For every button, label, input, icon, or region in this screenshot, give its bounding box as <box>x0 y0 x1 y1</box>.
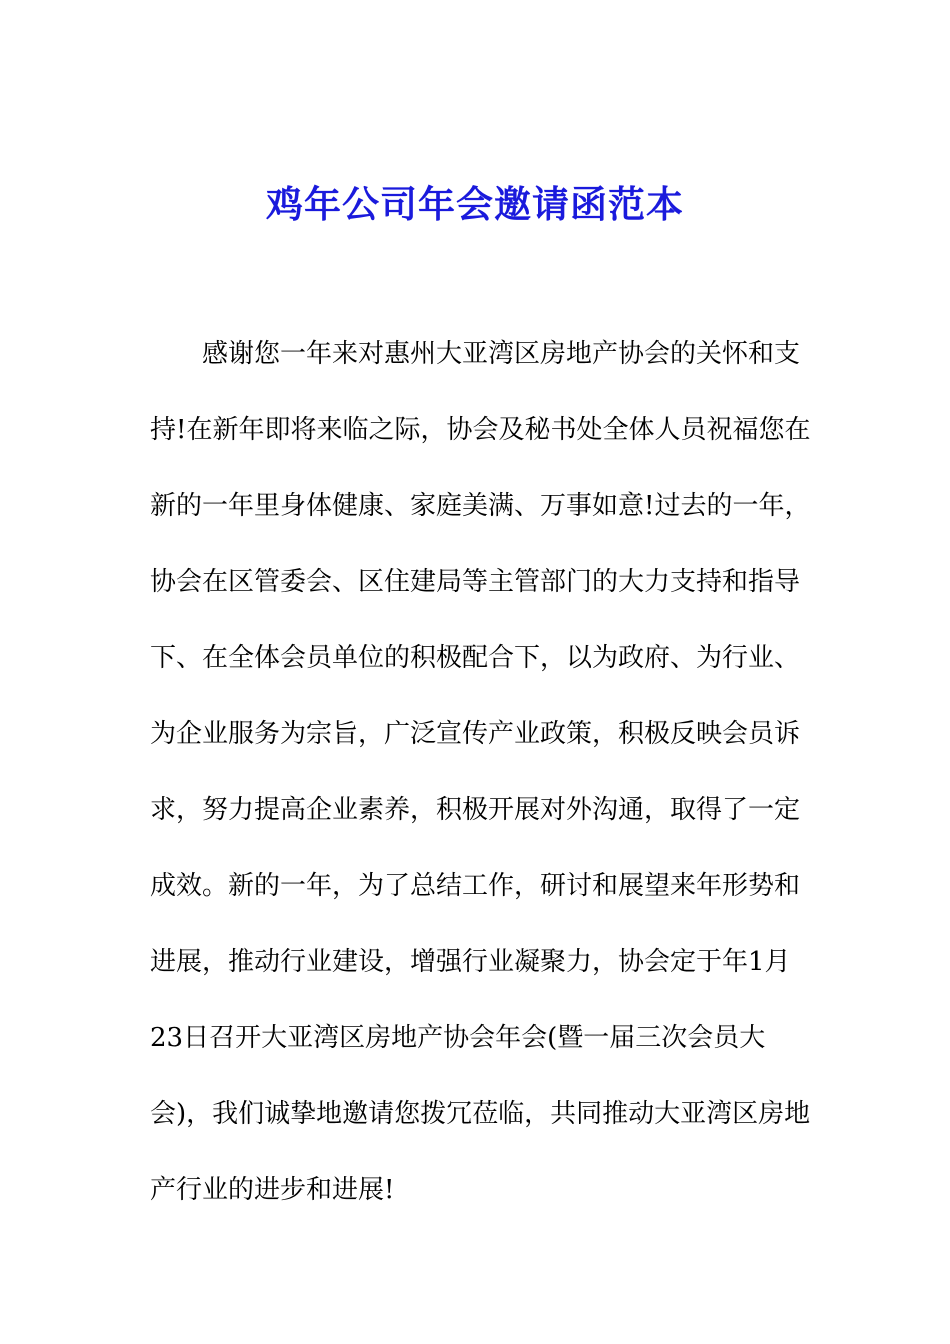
body-line: 进展，推动行业建设，增强行业凝聚力，协会定于年1月 <box>150 947 791 977</box>
body-line: 会)，我们诚挚地邀请您拨冗莅临，共同推动大亚湾区房地 <box>150 1099 811 1129</box>
body-line: 协会在区管委会、区住建局等主管部门的大力支持和指导 <box>150 567 801 597</box>
document-body <box>150 331 810 1243</box>
body-line: 产行业的进步和进展! <box>150 1175 395 1205</box>
body-line: 成效。新的一年，为了总结工作，研讨和展望来年形势和 <box>150 871 801 901</box>
body-line: 为企业服务为宗旨，广泛宣传产业政策，积极反映会员诉 <box>150 719 801 749</box>
body-line: 新的一年里身体健康、家庭美满、万事如意!过去的一年， <box>150 491 811 521</box>
body-line: 持!在新年即将来临之际，协会及秘书处全体人员祝福您在 <box>150 415 811 445</box>
document-title: 鸡年公司年会邀请函范本 <box>266 182 684 226</box>
body-line: 下、在全体会员单位的积极配合下，以为政府、为行业、 <box>150 643 801 673</box>
body-line: 求，努力提高企业素养，积极开展对外沟通，取得了一定 <box>150 795 801 825</box>
body-line: 感谢您一年来对惠州大亚湾区房地产协会的关怀和支 <box>202 339 801 369</box>
body-line: 23日召开大亚湾区房地产协会年会(暨一届三次会员大 <box>150 1023 766 1053</box>
